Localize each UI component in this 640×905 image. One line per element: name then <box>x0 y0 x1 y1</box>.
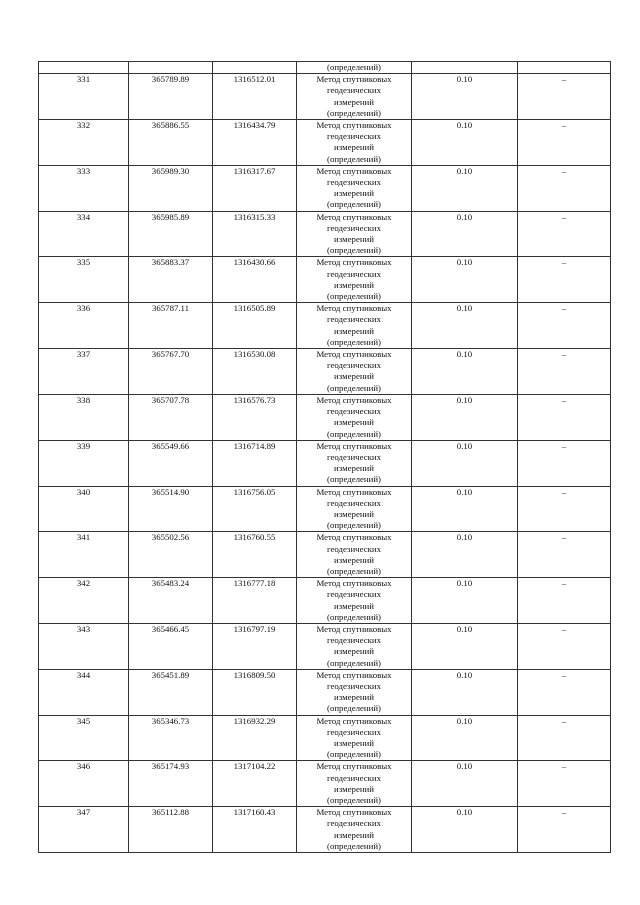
y-coordinate-cell: 1316317.67 <box>213 165 297 211</box>
table-row <box>39 440 611 486</box>
method-cell <box>297 257 412 303</box>
method-cell <box>297 303 412 349</box>
point-number-cell: 347 <box>39 807 129 853</box>
x-coordinate-cell: 365989.30 <box>129 165 213 211</box>
y-coordinate-cell: 1316756.05 <box>213 486 297 532</box>
note-cell: – <box>518 74 611 120</box>
y-coordinate-cell: 1316714.89 <box>213 440 297 486</box>
method-cell <box>297 486 412 532</box>
method-line: Метод спутниковых <box>316 257 392 268</box>
method-line: Метод спутниковых <box>316 623 392 634</box>
method-cell <box>297 74 412 120</box>
note-cell: – <box>518 578 611 624</box>
method-line: измерений <box>334 646 374 657</box>
method-line: измерений <box>334 829 374 840</box>
method-line: Метод спутниковых <box>316 165 392 176</box>
method-cell <box>297 807 412 853</box>
method-cell <box>297 715 412 761</box>
point-number-cell: 346 <box>39 761 129 807</box>
method-line: (определений) <box>327 245 381 256</box>
note-cell: – <box>518 807 611 853</box>
error-cell: 0.10 <box>412 394 518 440</box>
method-line: (определений) <box>327 291 381 302</box>
table-row <box>39 807 611 853</box>
method-line: измерений <box>334 325 374 336</box>
method-line: Метод спутниковых <box>316 74 392 85</box>
y-coordinate-cell: 1316315.33 <box>213 211 297 257</box>
continued-cell-method: (определений) <box>297 62 412 74</box>
note-cell: – <box>518 165 611 211</box>
method-cell <box>297 532 412 578</box>
y-coordinate-cell: 1317160.43 <box>213 807 297 853</box>
continued-cell-error <box>412 62 518 74</box>
y-coordinate-cell: 1316576.73 <box>213 394 297 440</box>
error-cell: 0.10 <box>412 623 518 669</box>
continued-row <box>39 62 611 74</box>
method-line: Метод спутниковых <box>316 440 392 451</box>
note-cell: – <box>518 211 611 257</box>
method-line: геодезических <box>326 177 382 188</box>
method-line: (определений) <box>327 840 381 851</box>
y-coordinate-cell: 1316932.29 <box>213 715 297 761</box>
method-cell <box>297 669 412 715</box>
point-number-cell: 343 <box>39 623 129 669</box>
error-cell: 0.10 <box>412 440 518 486</box>
method-cell <box>297 349 412 395</box>
method-line: (определений) <box>327 749 381 760</box>
error-cell: 0.10 <box>412 715 518 761</box>
table-row <box>39 349 611 395</box>
point-number-cell: 334 <box>39 211 129 257</box>
table-row <box>39 669 611 715</box>
x-coordinate-cell: 365174.93 <box>129 761 213 807</box>
x-coordinate-cell: 365886.55 <box>129 120 213 166</box>
note-cell: – <box>518 623 611 669</box>
method-line: Метод спутниковых <box>316 120 392 131</box>
method-line: геодезических <box>326 635 382 646</box>
method-line: Метод спутниковых <box>316 532 392 543</box>
x-coordinate-cell: 365466.45 <box>129 623 213 669</box>
method-line: геодезических <box>326 680 382 691</box>
x-coordinate-cell: 365789.89 <box>129 74 213 120</box>
note-cell: – <box>518 761 611 807</box>
error-cell: 0.10 <box>412 211 518 257</box>
method-cell <box>297 120 412 166</box>
error-cell: 0.10 <box>412 257 518 303</box>
note-cell: – <box>518 532 611 578</box>
method-line: геодезических <box>326 360 382 371</box>
method-line: геодезических <box>326 131 382 142</box>
method-line: (определений) <box>327 611 381 622</box>
note-cell: – <box>518 303 611 349</box>
note-cell: – <box>518 715 611 761</box>
method-line: геодезических <box>326 314 382 325</box>
note-cell: – <box>518 349 611 395</box>
method-line: измерений <box>334 600 374 611</box>
y-coordinate-cell: 1316809.50 <box>213 669 297 715</box>
x-coordinate-cell: 365451.89 <box>129 669 213 715</box>
table-row <box>39 211 611 257</box>
method-line: измерений <box>334 371 374 382</box>
method-line: измерений <box>334 142 374 153</box>
y-coordinate-cell: 1316777.18 <box>213 578 297 624</box>
method-line: (определений) <box>327 107 381 118</box>
method-line: (определений) <box>327 474 381 485</box>
method-line: геодезических <box>326 726 382 737</box>
method-line: геодезических <box>326 543 382 554</box>
method-line: (определений) <box>327 565 381 576</box>
error-cell: 0.10 <box>412 761 518 807</box>
method-line: Метод спутниковых <box>316 211 392 222</box>
continued-cell-x <box>129 62 213 74</box>
method-line: геодезических <box>326 268 382 279</box>
method-line: Метод спутниковых <box>316 394 392 405</box>
x-coordinate-cell: 365767.70 <box>129 349 213 395</box>
table-row <box>39 623 611 669</box>
method-cell <box>297 761 412 807</box>
point-number-cell: 336 <box>39 303 129 349</box>
y-coordinate-cell: 1316797.19 <box>213 623 297 669</box>
coordinates-table <box>38 61 611 853</box>
error-cell: 0.10 <box>412 807 518 853</box>
table-row <box>39 394 611 440</box>
method-line: (определений) <box>327 428 381 439</box>
note-cell: – <box>518 257 611 303</box>
method-line: геодезических <box>326 497 382 508</box>
method-line: Метод спутниковых <box>316 349 392 360</box>
table-row <box>39 532 611 578</box>
method-line: (определений) <box>327 336 381 347</box>
method-line: Метод спутниковых <box>316 578 392 589</box>
error-cell: 0.10 <box>412 578 518 624</box>
table-row <box>39 303 611 349</box>
method-line: измерений <box>334 234 374 245</box>
x-coordinate-cell: 365549.66 <box>129 440 213 486</box>
error-cell: 0.10 <box>412 74 518 120</box>
error-cell: 0.10 <box>412 532 518 578</box>
x-coordinate-cell: 365985.89 <box>129 211 213 257</box>
method-line: (определений) <box>327 520 381 531</box>
table-row <box>39 578 611 624</box>
method-line: Метод спутниковых <box>316 761 392 772</box>
table-row <box>39 257 611 303</box>
method-cell <box>297 211 412 257</box>
method-line: геодезических <box>326 85 382 96</box>
error-cell: 0.10 <box>412 669 518 715</box>
method-line: (определений) <box>327 382 381 393</box>
method-line: геодезических <box>326 772 382 783</box>
method-line: измерений <box>334 279 374 290</box>
x-coordinate-cell: 365514.90 <box>129 486 213 532</box>
point-number-cell: 331 <box>39 74 129 120</box>
point-number-cell: 339 <box>39 440 129 486</box>
point-number-cell: 340 <box>39 486 129 532</box>
method-line: измерений <box>334 508 374 519</box>
y-coordinate-cell: 1316430.66 <box>213 257 297 303</box>
point-number-cell: 345 <box>39 715 129 761</box>
error-cell: 0.10 <box>412 165 518 211</box>
error-cell: 0.10 <box>412 486 518 532</box>
method-line: геодезических <box>326 406 382 417</box>
point-number-cell: 344 <box>39 669 129 715</box>
y-coordinate-cell: 1316530.08 <box>213 349 297 395</box>
method-line: измерений <box>334 463 374 474</box>
x-coordinate-cell: 365787.11 <box>129 303 213 349</box>
method-cell <box>297 578 412 624</box>
method-line: геодезических <box>326 451 382 462</box>
point-number-cell: 341 <box>39 532 129 578</box>
continued-cell-note <box>518 62 611 74</box>
error-cell: 0.10 <box>412 303 518 349</box>
point-number-cell: 333 <box>39 165 129 211</box>
x-coordinate-cell: 365883.37 <box>129 257 213 303</box>
point-number-cell: 337 <box>39 349 129 395</box>
method-line: геодезических <box>326 589 382 600</box>
table-row <box>39 715 611 761</box>
table-row <box>39 761 611 807</box>
point-number-cell: 338 <box>39 394 129 440</box>
method-line: (определений) <box>327 703 381 714</box>
y-coordinate-cell: 1316760.55 <box>213 532 297 578</box>
method-line: Метод спутниковых <box>316 486 392 497</box>
method-line: Метод спутниковых <box>316 807 392 818</box>
method-line: измерений <box>334 737 374 748</box>
x-coordinate-cell: 365112.88 <box>129 807 213 853</box>
point-number-cell: 332 <box>39 120 129 166</box>
method-cell <box>297 394 412 440</box>
table-row <box>39 74 611 120</box>
x-coordinate-cell: 365707.78 <box>129 394 213 440</box>
x-coordinate-cell: 365346.73 <box>129 715 213 761</box>
table-row <box>39 486 611 532</box>
x-coordinate-cell: 365483.24 <box>129 578 213 624</box>
continued-cell-y <box>213 62 297 74</box>
method-line: (определений) <box>327 153 381 164</box>
method-line: Метод спутниковых <box>316 303 392 314</box>
y-coordinate-cell: 1316505.89 <box>213 303 297 349</box>
y-coordinate-cell: 1316512.01 <box>213 74 297 120</box>
point-number-cell: 335 <box>39 257 129 303</box>
y-coordinate-cell: 1317104.22 <box>213 761 297 807</box>
note-cell: – <box>518 120 611 166</box>
error-cell: 0.10 <box>412 349 518 395</box>
coordinates-table-body <box>39 62 611 853</box>
method-line: геодезических <box>326 222 382 233</box>
method-cell <box>297 440 412 486</box>
method-line: измерений <box>334 96 374 107</box>
method-line: измерений <box>334 554 374 565</box>
continued-cell-num <box>39 62 129 74</box>
method-line: измерений <box>334 692 374 703</box>
method-line: Метод спутниковых <box>316 715 392 726</box>
table-row <box>39 120 611 166</box>
note-cell: – <box>518 486 611 532</box>
method-line: измерений <box>334 188 374 199</box>
method-line: измерений <box>334 783 374 794</box>
table-row <box>39 165 611 211</box>
y-coordinate-cell: 1316434.79 <box>213 120 297 166</box>
method-line: геодезических <box>326 818 382 829</box>
method-line: (определений) <box>327 657 381 668</box>
method-cell <box>297 623 412 669</box>
method-line: (определений) <box>327 795 381 805</box>
method-line: (определений) <box>327 199 381 210</box>
method-line: Метод спутниковых <box>316 669 392 680</box>
point-number-cell: 342 <box>39 578 129 624</box>
method-cell <box>297 165 412 211</box>
note-cell: – <box>518 440 611 486</box>
method-line: измерений <box>334 417 374 428</box>
error-cell: 0.10 <box>412 120 518 166</box>
note-cell: – <box>518 669 611 715</box>
note-cell: – <box>518 394 611 440</box>
x-coordinate-cell: 365502.56 <box>129 532 213 578</box>
